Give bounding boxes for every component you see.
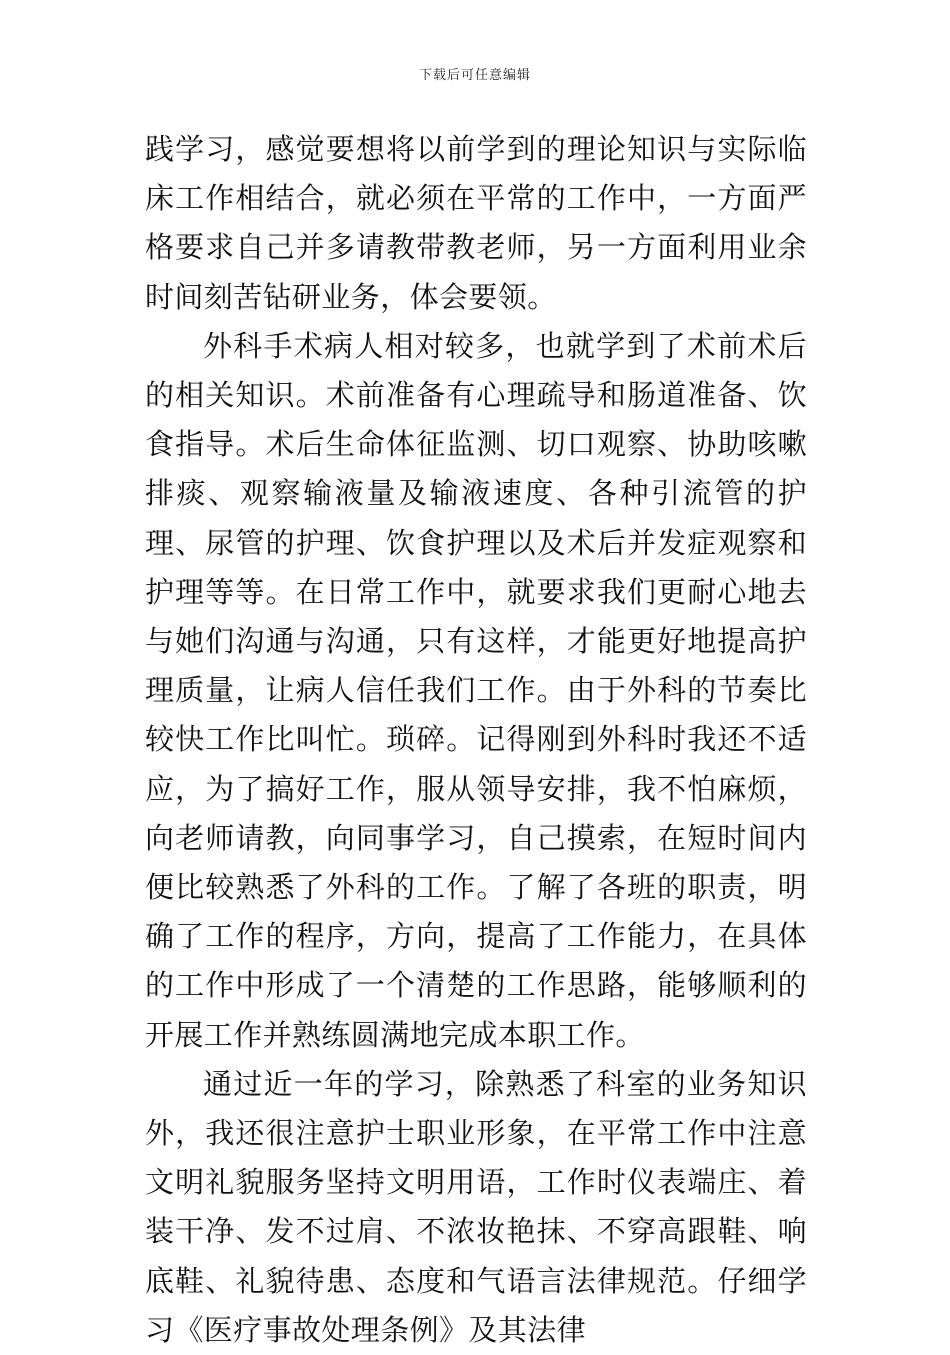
paragraph-surgery-knowledge: 外科手术病人相对较多，也就学到了术前术后的相关知识。术前准备有心理疏导和肠道准备、饮食指导。术后生命体征监测、切口观察、协助咳嗽排痰、观察输液量及输液速度、各种引流管的护理、尿管的护理、饮食护理以及术后并发症观察和护理等等。在日常工作中，就要求我们更耐心地去与她们沟通与沟通，只有这样，才能更好地提高护理质量，让病人信任我们工作。由于外科的节奏比较快工作比叫忙。琐碎。记得刚到外科时我还不适应，为了搞好工作，服从领导安排，我不怕麻烦，向老师请教，向同事学习，自己摸索，在短时间内便比较熟悉了外科的工作。了解了各班的职责，明确了工作的程序，方向，提高了工作能力，在具体的工作中形成了一个清楚的工作思路，能够顺利的开展工作并熟练圆满地完成本职工作。 <box>145 328 807 1052</box>
page-header-note: 下载后可任意编辑 <box>418 68 531 83</box>
paragraph-professional-image: 通过近一年的学习，除熟悉了科室的业务知识外，我还很注意护士职业形象，在平常工作中注意文明礼貌服务坚持文明用语，工作时仪表端庄、着装干净、发不过肩、不浓妆艳抹、不穿高跟鞋、响底鞋、礼貌待患、态度和气语言法律规范。仔细学习《医疗事故处理条例》及其法律 <box>145 1066 807 1347</box>
document-body <box>145 125 807 1355</box>
paragraph-continuation: 践学习，感觉要想将以前学到的理论知识与实际临床工作相结合，就必须在平常的工作中，一方面严格要求自己并多请教带教老师，另一方面利用业余时间刻苦钻研业务，体会要领。 <box>145 132 807 314</box>
